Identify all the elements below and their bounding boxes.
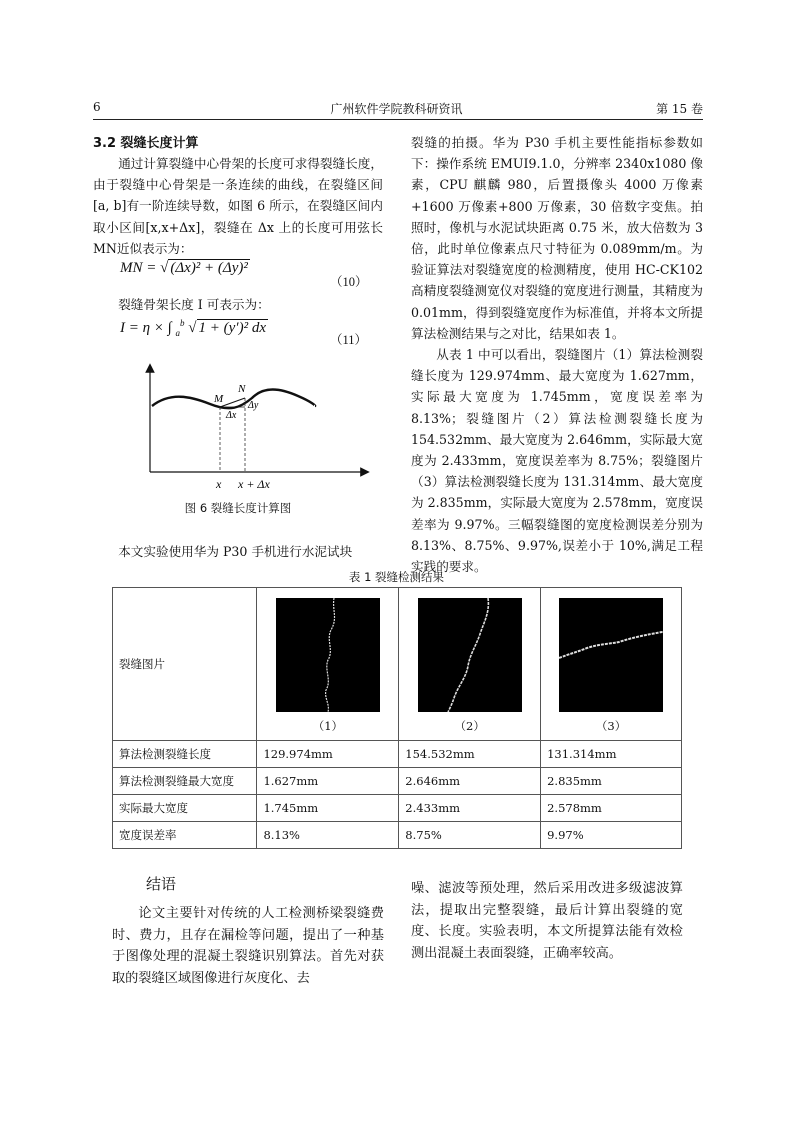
- crack-length-diagram: [140, 362, 370, 492]
- table-row: [113, 822, 682, 849]
- crack-image-2: [418, 598, 522, 712]
- eq11-lower: a: [175, 328, 181, 338]
- eq10-number: （10）: [330, 275, 368, 289]
- para-skeleton: [93, 294, 383, 315]
- results-table: [112, 587, 682, 849]
- sqrt-symbol: √: [160, 260, 169, 276]
- image-label: （1）: [312, 719, 344, 733]
- eq11-lhs: I = η × ∫: [120, 320, 172, 336]
- paragraph: 从表 1 中可以看出，裂缝图片（1）算法检测裂缝长度为 129.974mm、最大宽度为 1.627mm，实际最大宽度为 1.745mm，宽度误差率为 8.13%；裂缝图片（2）算法检测裂缝长度为 154.532mm、最大宽度为 2.646mm，实际最大宽度为 2.433mm，宽度误差率为 8.75%；裂缝图片（3）算法检测裂缝长度为 131.314mm、最大宽度为 2.835mm，实际最大宽度为 2.578mm，宽度误差率为 9.97%。三幅裂缝图的宽度检测误差分别为 8.13%、8.75%、9.97%,误差小于 10%,满足工程实践的要求。: [411, 347, 703, 575]
- figure-6: [140, 362, 370, 492]
- table-cell: 8.75%: [399, 822, 541, 849]
- table-cell: 1.745mm: [257, 795, 399, 822]
- right-column: [411, 132, 703, 577]
- table-cell: [257, 588, 399, 741]
- label-n: N: [238, 383, 246, 395]
- table-cell: 算法检测裂缝最大宽度: [113, 768, 257, 795]
- label-dx: Δx: [226, 410, 237, 421]
- table-row: [113, 588, 682, 741]
- paragraph: 裂缝的拍摄。华为 P30 手机主要性能指标参数如下：操作系统 EMUI9.1.0，分辨率 2340x1080 像素，CPU 麒麟 980，后置摄像头 4000 万像素+1600 万像素+800 万像素，30 倍数字变焦。拍照时，像机与水泥试块距离 0.75 米，放大倍数为 3 倍，此时单位像素点尺寸特征为 0.089mm/m。为验证算法对裂缝宽度的检测精度，使用 HC-CK102 高精度裂缝测宽仪对裂缝的宽度进行测量，其精度为 0.01mm，得到裂缝宽度作为标准值，并将本文所提算法检测结果与之对比，结果如表 1。: [411, 135, 703, 341]
- table-row: [113, 741, 682, 768]
- section-body: [93, 153, 383, 259]
- page-number: 6: [93, 100, 101, 114]
- table-cell: 算法检测裂缝长度: [113, 741, 257, 768]
- label-dy: Δy: [248, 400, 259, 411]
- figure-caption: 图 6 裂缝长度计算图: [184, 501, 292, 515]
- table-cell: 1.627mm: [257, 768, 399, 795]
- table-cell: [399, 588, 541, 741]
- equation-11: [120, 318, 380, 354]
- table-row: [113, 795, 682, 822]
- paragraph: 裂缝骨架长度 I 可表示为：: [118, 297, 270, 312]
- crack-image-3: [559, 598, 663, 712]
- equation-10: [120, 260, 380, 290]
- table-cell: 154.532mm: [399, 741, 541, 768]
- table-cell: 2.646mm: [399, 768, 541, 795]
- table-cell: 8.13%: [257, 822, 399, 849]
- eq10-lhs: MN =: [120, 260, 157, 276]
- conclusion-title: 结语: [146, 875, 177, 893]
- left-column: [93, 132, 383, 259]
- conclusion-right: [411, 878, 683, 964]
- volume-label: 第 15 卷: [656, 102, 703, 116]
- table-cell: 2.835mm: [541, 768, 682, 795]
- table-cell: 9.97%: [541, 822, 682, 849]
- image-label: （2）: [454, 719, 485, 733]
- crack-image-1: [276, 598, 380, 712]
- label-xdx: x + Δx: [238, 477, 270, 491]
- table-cell: 129.974mm: [257, 741, 399, 768]
- crack-curve: [152, 390, 315, 409]
- section-title: 3.2 裂缝长度计算: [93, 136, 199, 151]
- eq11-rhs: 1 + (y′)² dx: [198, 320, 266, 336]
- label-x: x: [216, 477, 222, 491]
- paragraph: 噪、滤波等预处理，然后采用改进多级滤波算法，提取出完整裂缝，最后计算出裂缝的宽度、长度。实验表明，本文所提算法能有效检测出混凝土表面裂缝，正确率较高。: [411, 881, 683, 961]
- eq11-number: （11）: [330, 333, 368, 347]
- journal-title: 广州软件学院教科研资讯: [330, 102, 463, 116]
- image-label: （3）: [595, 719, 627, 733]
- sqrt-symbol: √: [188, 320, 197, 336]
- table-cell: [541, 588, 682, 741]
- table-cell: 实际最大宽度: [113, 795, 257, 822]
- table-cell: 131.314mm: [541, 741, 682, 768]
- table-caption: 表 1 裂缝检测结果: [348, 570, 445, 584]
- left-bottom-text: [93, 541, 383, 562]
- paragraph: 论文主要针对传统的人工检测桥梁裂缝费时、费力，且存在漏检等问题，提出了一种基于图像处理的混凝土裂缝识别算法。首先对获取的裂缝区域图像进行灰度化、去: [112, 906, 384, 986]
- eq10-rhs: (Δx)² + (Δy)²: [170, 260, 248, 276]
- eq11-upper: b: [180, 318, 185, 328]
- paragraph: 本文实验使用华为 P30 手机进行水泥试块: [118, 544, 353, 559]
- table-cell: 2.578mm: [541, 795, 682, 822]
- conclusion-left: [112, 903, 384, 989]
- table-cell: 2.433mm: [399, 795, 541, 822]
- paragraph: 通过计算裂缝中心骨架的长度可求得裂缝长度，由于裂缝中心骨架是一条连续的曲线，在裂缝区间[a, b]有一阶连续导数，如图 6 所示，在裂缝区间内取小区间[x,x+Δx]，裂缝在 Δx 上的长度可用弦长MN近似表示为：: [93, 156, 383, 256]
- table-row: [113, 768, 682, 795]
- table-cell: 宽度误差率: [113, 822, 257, 849]
- label-m: M: [214, 393, 224, 405]
- table-cell: 裂缝图片: [113, 588, 257, 741]
- header-rule: [93, 119, 703, 120]
